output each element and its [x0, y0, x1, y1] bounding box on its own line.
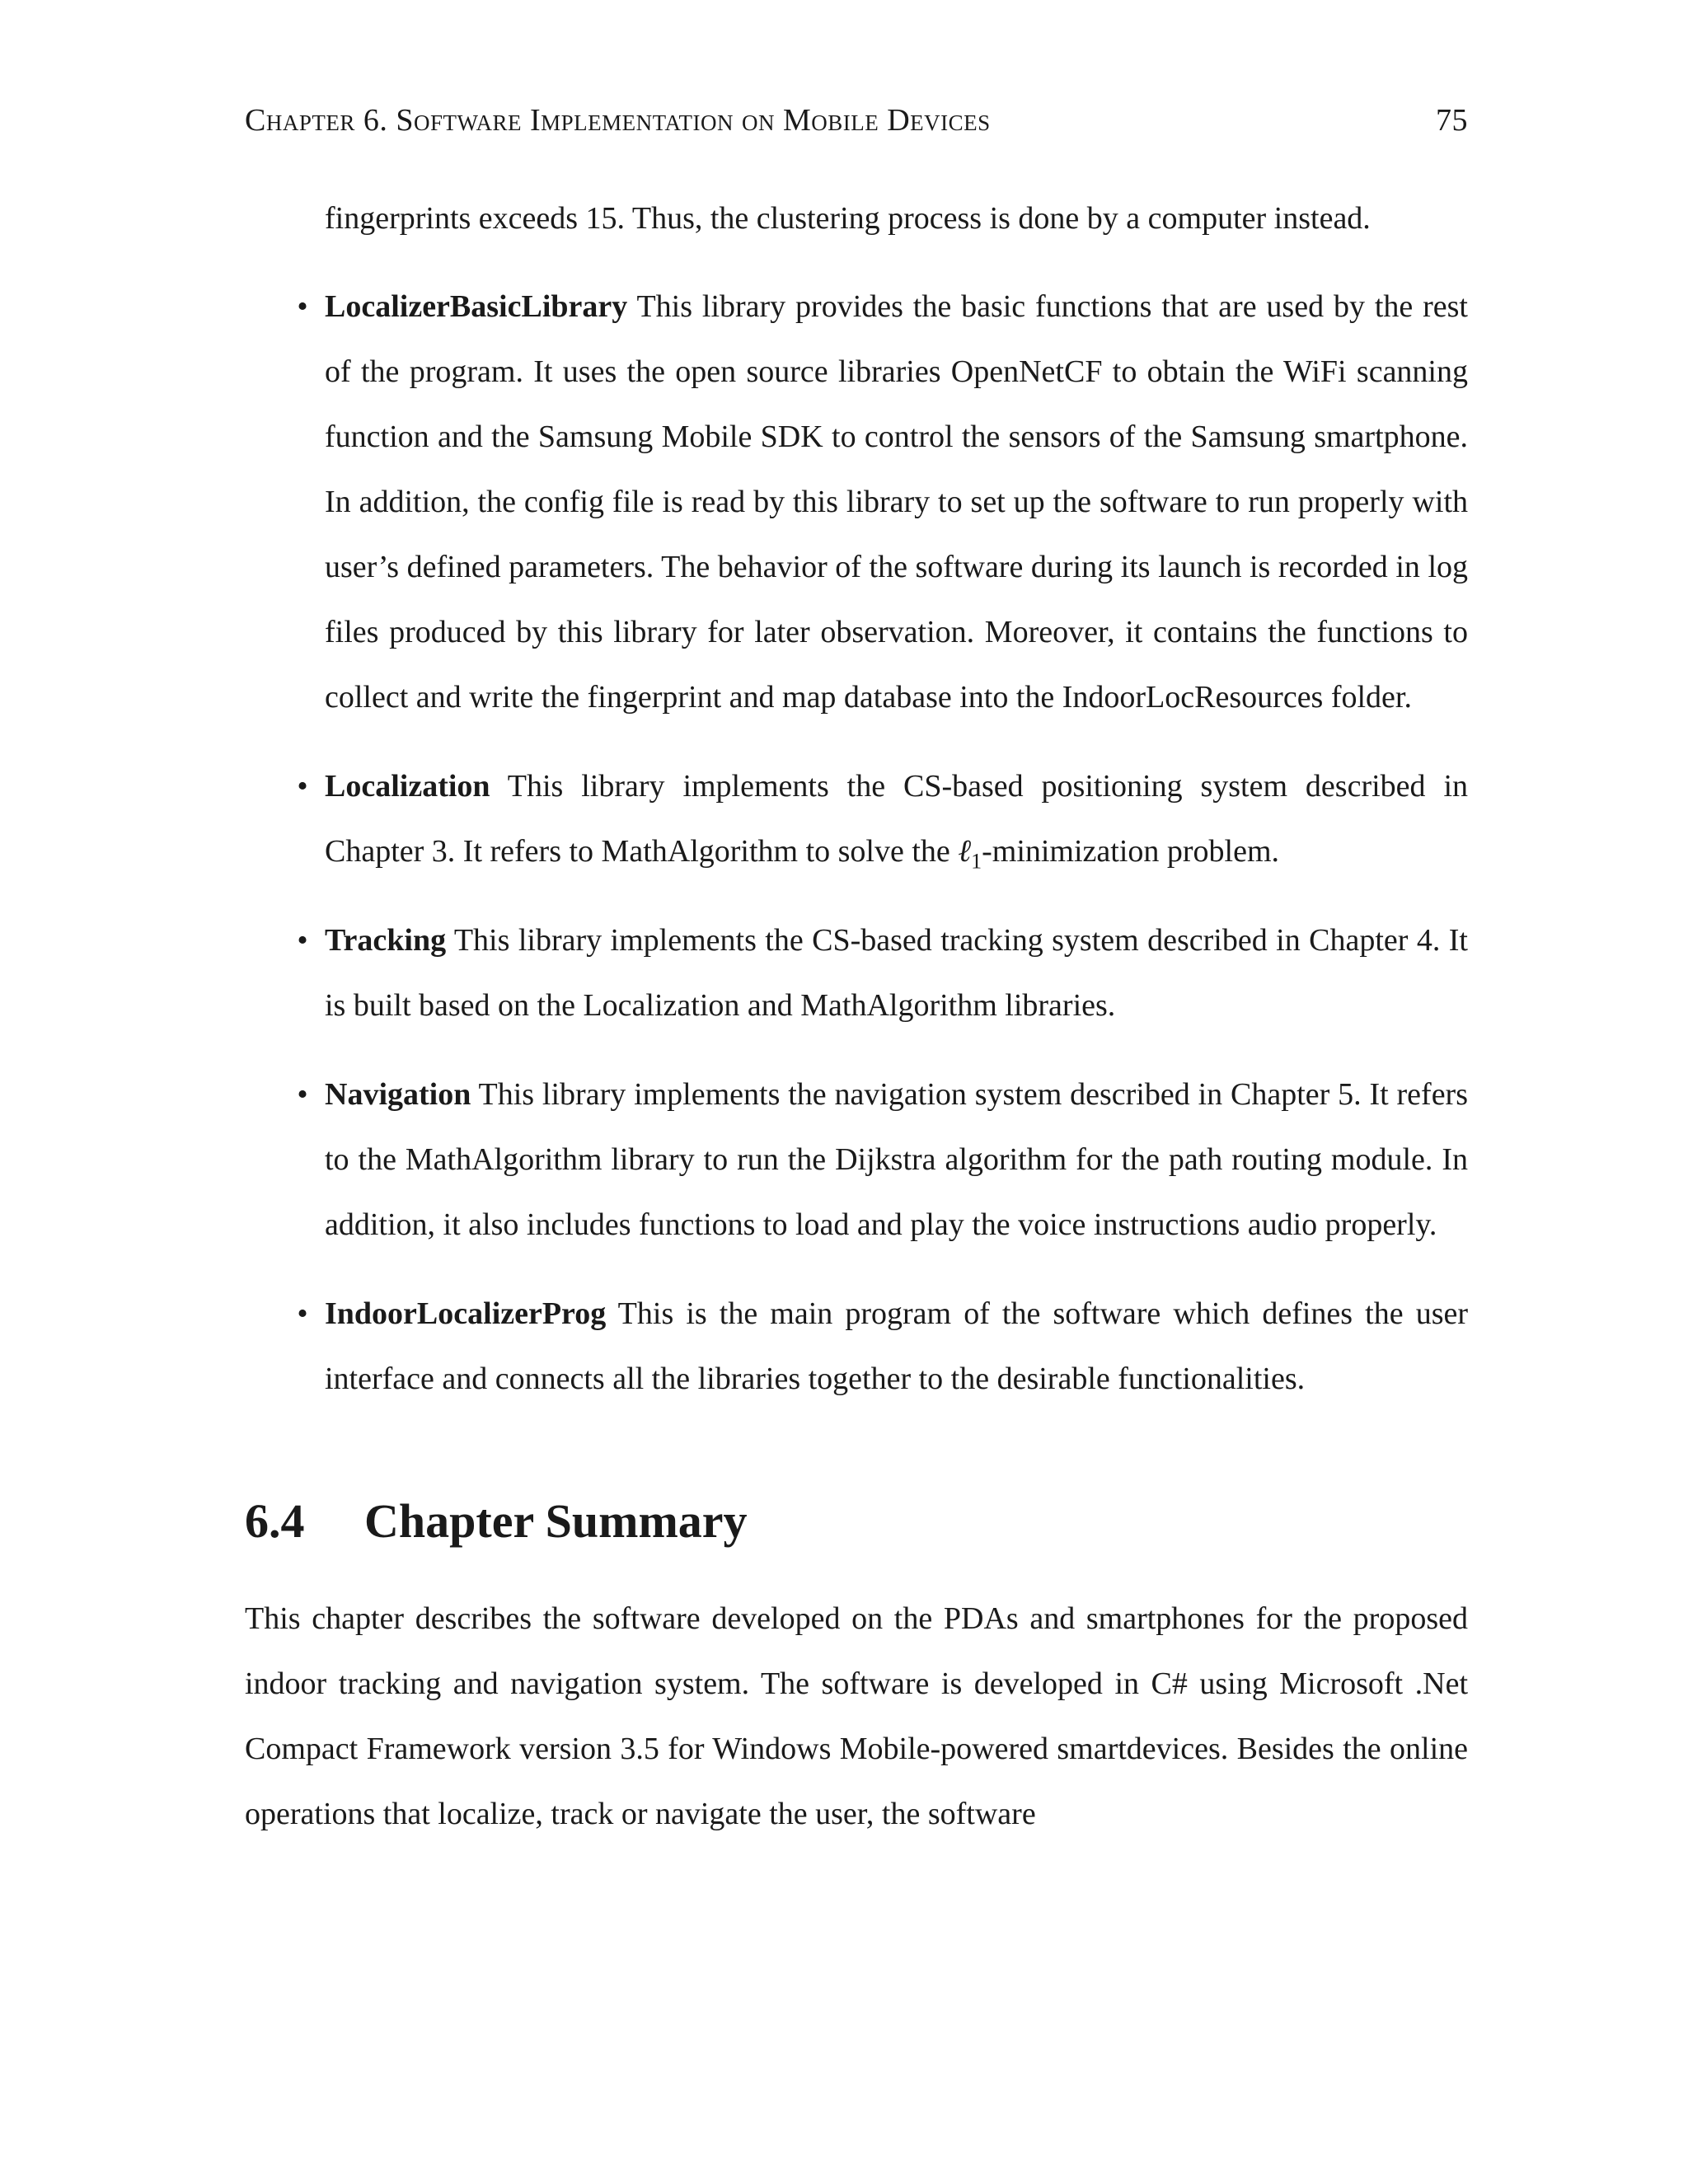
item-term: Navigation	[325, 1077, 471, 1112]
bullet-icon: •	[297, 1077, 308, 1112]
page-number: 75	[1436, 103, 1468, 138]
running-header	[245, 97, 1468, 143]
item-term: LocalizerBasicLibrary	[325, 289, 628, 324]
section-number: 6.4	[245, 1494, 305, 1548]
list-item-tracking	[245, 908, 1468, 1038]
list-item-indoorlocalizerprog	[245, 1282, 1468, 1412]
section-heading	[245, 1484, 1468, 1558]
body-text	[245, 186, 1468, 1847]
item-description: This library implements the navigation system described in Chapter 5. It refers to the MathAlgorithm library to run the Dijkstra algorithm for the path routing module. In addition, it also includes functions to load and play the voice instructions audio properly.	[325, 1077, 1468, 1242]
item-term: Tracking	[325, 923, 447, 958]
item-description: This is the main program of the software which defines the user interface and connects all the libraries together to the desirable functionalities.	[325, 1296, 1468, 1396]
math-subscript: 1	[971, 849, 982, 874]
list-item-localization	[245, 754, 1468, 884]
section-title: Chapter Summary	[364, 1494, 748, 1548]
item-description: This library implements the CS-based positioning system described in Chapter 3. It refers to MathAlgorithm to solve the	[325, 769, 1468, 869]
summary-paragraph: This chapter describes the software developed on the PDAs and smartphones for the proposed indoor tracking and navigation system. The software is developed in C# using Microsoft .Net Compact Framework version 3.5 for Windows Mobile-powered smartdevices. Besides the online operations that localize, track or navigate the user, the software	[245, 1601, 1468, 1831]
math-ell-symbol: ℓ	[958, 834, 972, 869]
item-term: IndoorLocalizerProg	[325, 1296, 607, 1331]
bullet-icon: •	[297, 923, 308, 958]
item-description: This library provides the basic functions that are used by the rest of the program. It uses the open source libraries OpenNetCF to obtain the WiFi scanning function and the Samsung Mobile SDK to control the sensors of the Samsung smartphone. In addition, the config file is read by this library to set up the software to run properly with user’s defined parameters. The behavior of the software during its launch is recorded in log files produced by this library for later observation. Moreover, it contains the functions to collect and write the fingerprint and map database into the IndoorLocResources folder.	[325, 289, 1468, 715]
item-description: This library implements the CS-based tracking system described in Chapter 4. It is built based on the Localization and MathAlgorithm libraries.	[325, 923, 1468, 1023]
continued-paragraph: fingerprints exceeds 15. Thus, the clustering process is done by a computer instead.	[325, 201, 1371, 236]
library-list	[245, 274, 1468, 1412]
list-item-localizerbasiclibrary	[245, 274, 1468, 730]
list-item-navigation	[245, 1062, 1468, 1258]
item-description-end: -minimization problem.	[982, 834, 1280, 869]
item-term: Localization	[325, 769, 490, 804]
chapter-title: Chapter 6. Software Implementation on Mobile Devices	[245, 103, 991, 138]
bullet-icon: •	[297, 289, 308, 324]
bullet-icon: •	[297, 769, 308, 804]
bullet-icon: •	[297, 1296, 308, 1331]
